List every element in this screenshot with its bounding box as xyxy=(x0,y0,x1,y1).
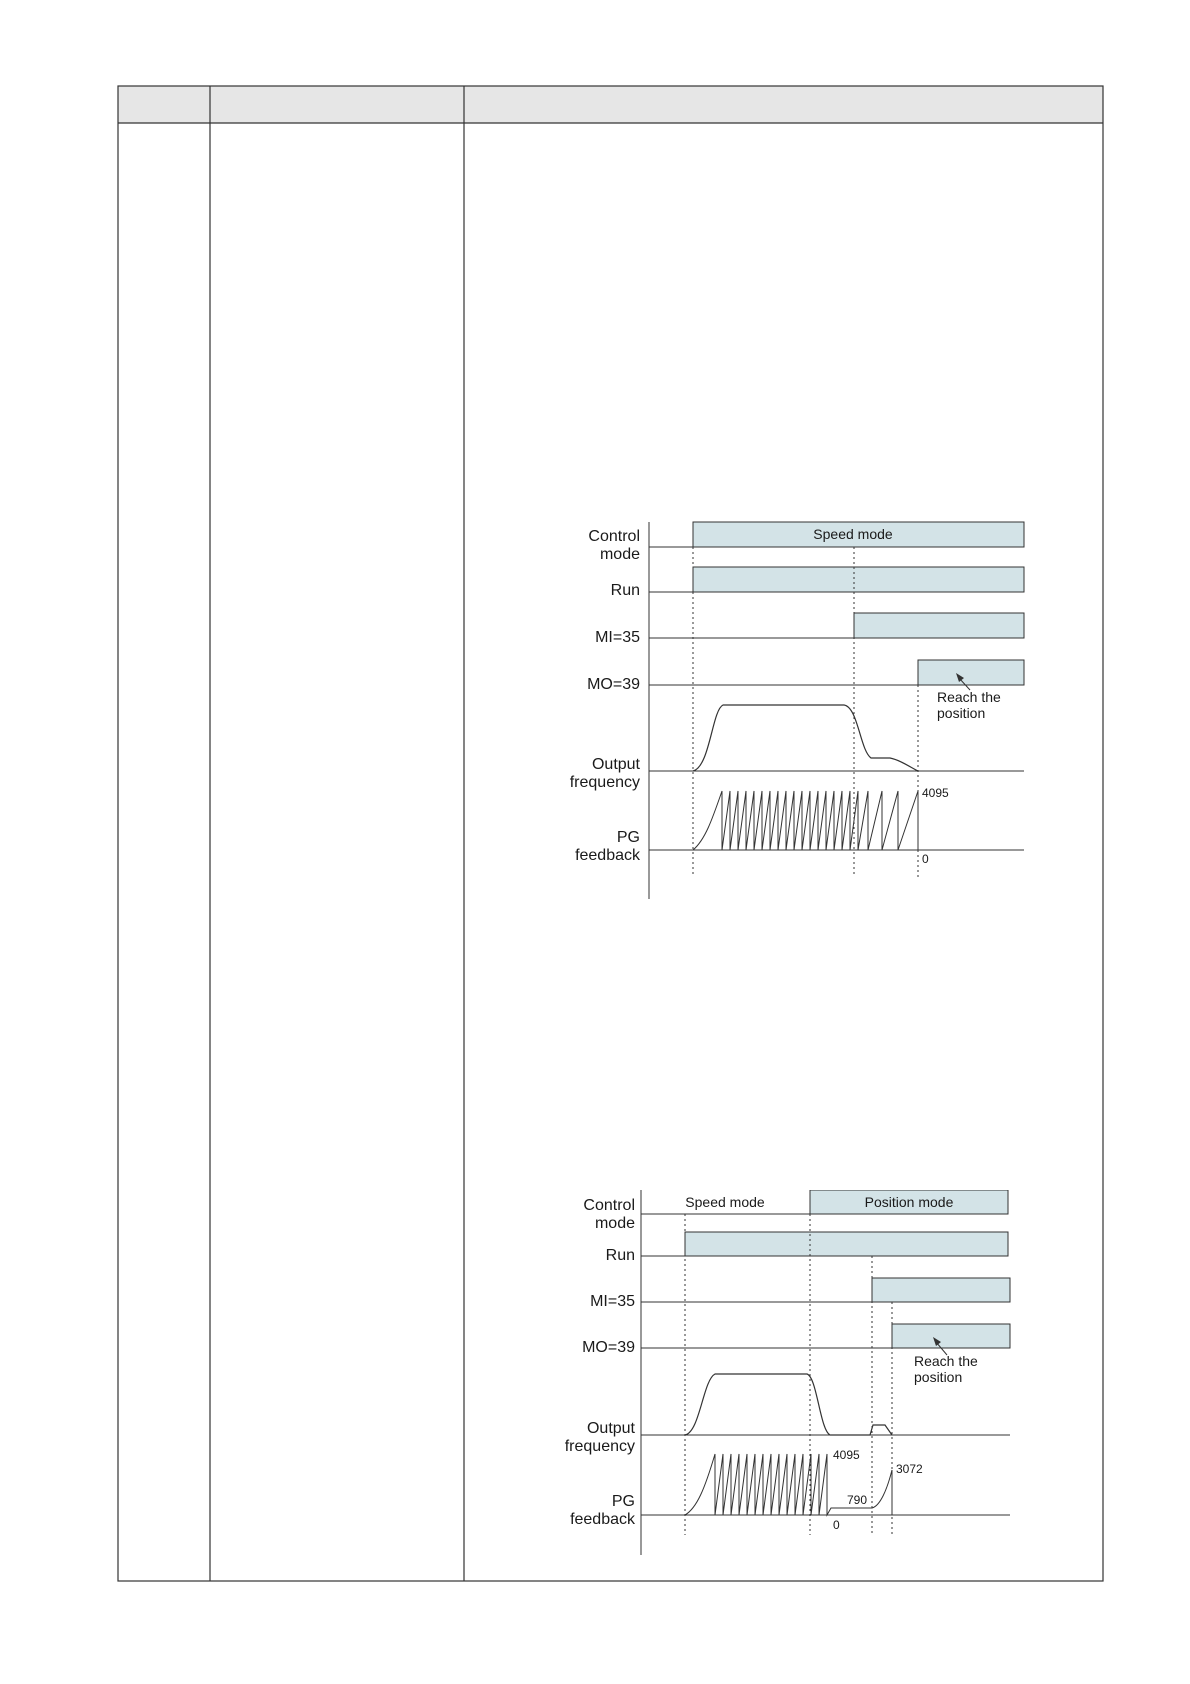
output-frequency-curve xyxy=(693,705,918,771)
header-row xyxy=(118,86,1103,123)
mo-box xyxy=(892,1324,1010,1348)
label-control-mode: Control mode xyxy=(588,528,640,563)
output-frequency-curve xyxy=(685,1374,892,1435)
mi-box xyxy=(854,613,1024,638)
label-mo: MO=39 xyxy=(582,1339,635,1356)
label-output-frequency: Output frequency xyxy=(564,1420,635,1455)
label-pg-feedback: PG feedback xyxy=(570,1493,635,1528)
reach-position-note: Reach the position xyxy=(937,689,1001,721)
label-control-mode: Control mode xyxy=(583,1197,635,1232)
pg-zero-label: 0 xyxy=(833,1518,840,1532)
label-mi: MI=35 xyxy=(595,629,640,646)
pg-feedback-waveform xyxy=(693,791,918,850)
label-run: Run xyxy=(610,582,640,599)
position-mode-label: Position mode xyxy=(864,1194,954,1210)
pg-max-label: 4095 xyxy=(833,1448,860,1462)
label-mi: MI=35 xyxy=(590,1293,635,1310)
run-box xyxy=(693,567,1024,592)
speed-mode-label: Speed mode xyxy=(813,526,893,542)
label-mo: MO=39 xyxy=(587,676,640,693)
reach-position-note: Reach the position xyxy=(914,1353,978,1385)
pg-3072-label: 3072 xyxy=(896,1462,923,1476)
label-pg-feedback: PG feedback xyxy=(575,829,640,864)
label-output-frequency: Output frequency xyxy=(569,756,640,791)
pg-790-label: 790 xyxy=(847,1493,868,1507)
pg-zero-label: 0 xyxy=(922,852,929,866)
label-run: Run xyxy=(605,1247,635,1264)
timing-diagram-speed-mode xyxy=(560,515,1040,910)
mo-box xyxy=(918,660,1024,685)
mi-box xyxy=(872,1278,1010,1302)
pg-max-label: 4095 xyxy=(922,786,949,800)
run-box xyxy=(685,1232,1008,1256)
speed-mode-label: Speed mode xyxy=(685,1194,765,1210)
timing-diagram-position-mode xyxy=(555,1190,1025,1565)
